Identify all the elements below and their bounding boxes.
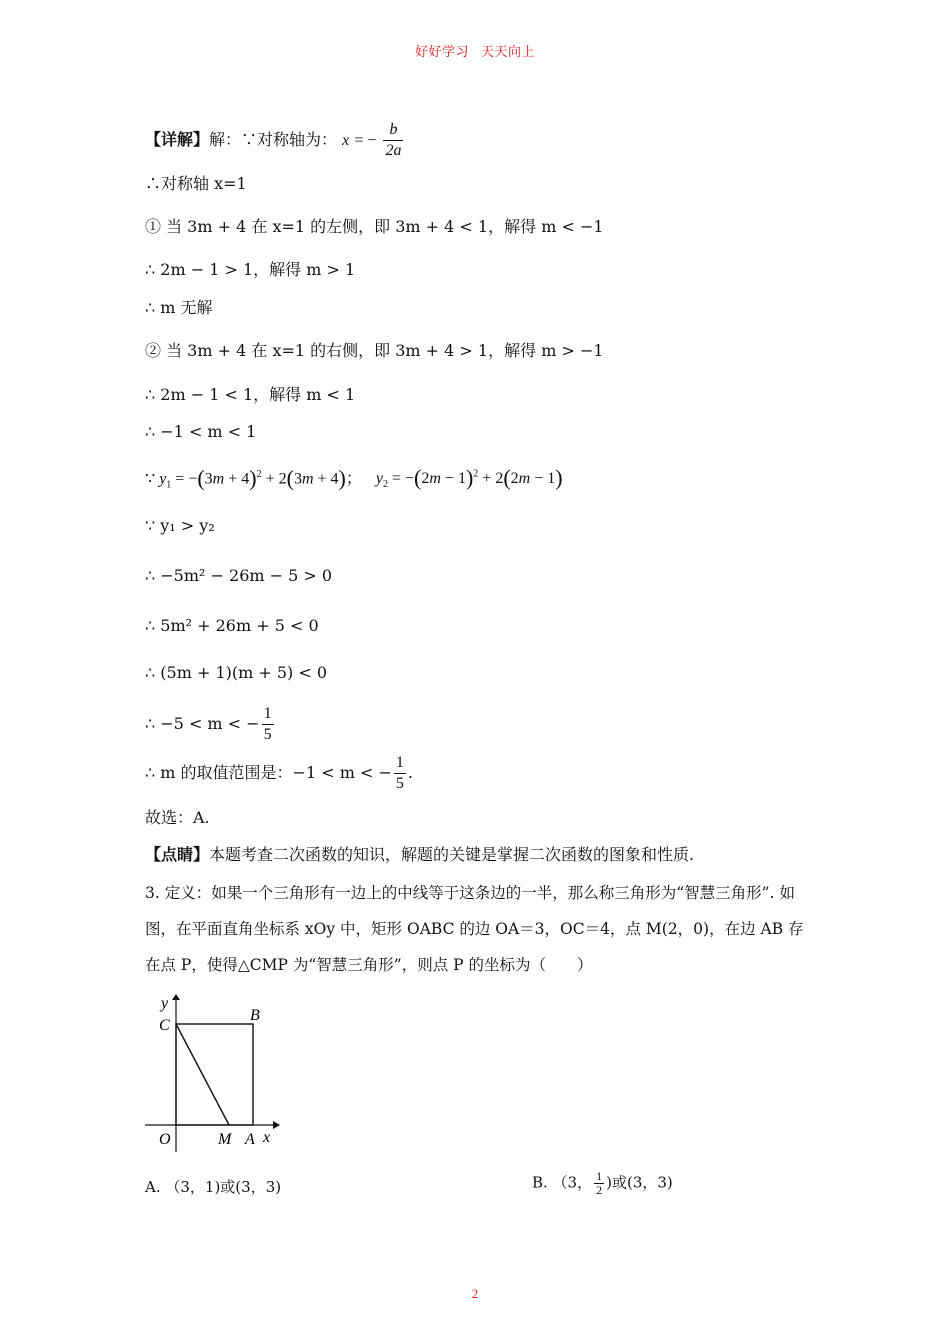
segment-cm bbox=[176, 1024, 229, 1125]
question-number: 3. bbox=[145, 884, 160, 902]
question-text: 定义：如果一个三角形有一边上的中线等于这条边的一半，那么称三角形为“智慧三角形”. 如图，在平面直角坐标系 xOy 中，矩形 OABC 的边 OA＝3，OC＝4，点 M(2，0)，在边 AB 存在点 P，使得△CMP 为“智慧三角形”，则点 P 的坐标为（ ） bbox=[145, 884, 804, 974]
option-a: A. （3，1)或(3，3) bbox=[145, 1178, 282, 1196]
range-inequality: −1 < m < − bbox=[292, 763, 392, 782]
option-b-prefix: B. （3， bbox=[532, 1173, 593, 1192]
symmetry-axis-line: ∴对称轴 x=1 bbox=[145, 174, 247, 193]
page-header bbox=[0, 41, 950, 60]
label-y: y bbox=[161, 995, 169, 1012]
label-x: x bbox=[263, 1129, 271, 1146]
option-b-suffix: )或(3，3) bbox=[606, 1173, 673, 1192]
inequality-line: ∵ y₁ > y₂ bbox=[145, 516, 215, 535]
page-number: 2 bbox=[471, 1286, 479, 1301]
step4-line bbox=[145, 704, 276, 745]
case1-result1: ∴ 2m − 1 > 1，解得 m > 1 bbox=[145, 260, 356, 279]
step1-line: ∴ −5m² − 26m − 5 > 0 bbox=[145, 566, 333, 585]
formula-x: x bbox=[342, 132, 350, 149]
choice-line: 故选：A. bbox=[145, 808, 210, 827]
label-o: O bbox=[159, 1131, 171, 1148]
x-axis-arrow bbox=[273, 1121, 280, 1129]
question-3 bbox=[145, 875, 810, 983]
y-definitions-line: ∵ $y_1 = -(3m + 4)^2 + 2(3m + 4)$； $y_2 = -(2m - 1)^2 + 2(2m - 1)$ bbox=[145, 465, 563, 491]
step3-line: ∴ (5m + 1)(m + 5) < 0 bbox=[145, 663, 328, 682]
header-right: 天天向上 bbox=[481, 45, 536, 60]
comment-label: 【点睛】 bbox=[145, 845, 210, 864]
y-axis-arrow bbox=[172, 994, 180, 1000]
formula-eq: = − bbox=[354, 132, 377, 149]
case2-result2: ∴ −1 < m < 1 bbox=[145, 422, 257, 441]
range-prefix: ∴ m 的取值范围是： bbox=[145, 763, 293, 782]
detail-line bbox=[145, 120, 405, 161]
comment-text: 本题考查二次函数的知识，解题的关键是掌握二次函数的图象和性质. bbox=[209, 845, 695, 864]
case1-result2: ∴ m 无解 bbox=[145, 298, 213, 317]
label-m: M bbox=[218, 1131, 232, 1148]
formula-denominator: 2a bbox=[385, 142, 402, 159]
range-fraction: $\frac{1}{5}$ bbox=[395, 754, 404, 792]
rectangle-oabc bbox=[176, 1024, 253, 1125]
option-b-fraction: $\frac{1}{2}$ bbox=[596, 1169, 603, 1197]
range-line: ∴ m 的取值范围是：−1 < m < − $\frac{1}{5}$ . bbox=[145, 754, 413, 792]
step2-line: ∴ 5m² + 26m + 5 < 0 bbox=[145, 616, 319, 635]
case2-line: ② 当 3m + 4 在 x=1 的右侧，即 3m + 4 > 1，解得 m > −1 bbox=[145, 341, 604, 360]
detail-label: 【详解】 bbox=[145, 130, 210, 149]
option-b bbox=[532, 1170, 673, 1197]
coordinate-figure bbox=[145, 994, 285, 1154]
formula-numerator: b bbox=[383, 120, 403, 141]
label-a: A bbox=[245, 1131, 255, 1148]
step4-prefix: ∴ −5 < m < − bbox=[145, 714, 260, 733]
formula-fraction bbox=[383, 120, 403, 161]
detail-text: 解：∵对称轴为： bbox=[209, 130, 338, 149]
step4-fraction: $\frac{1}{5}$ bbox=[263, 705, 272, 743]
case2-result1: ∴ 2m − 1 < 1，解得 m < 1 bbox=[145, 385, 356, 404]
header-left: 好好学习 bbox=[414, 45, 469, 60]
case1-line: ① 当 3m + 4 在 x=1 的左侧，即 3m + 4 < 1，解得 m < −1 bbox=[145, 217, 604, 236]
comment-line bbox=[145, 844, 694, 866]
y-defs-separator: ； bbox=[345, 470, 362, 488]
label-c: C bbox=[159, 1017, 170, 1034]
label-b: B bbox=[250, 1007, 260, 1024]
